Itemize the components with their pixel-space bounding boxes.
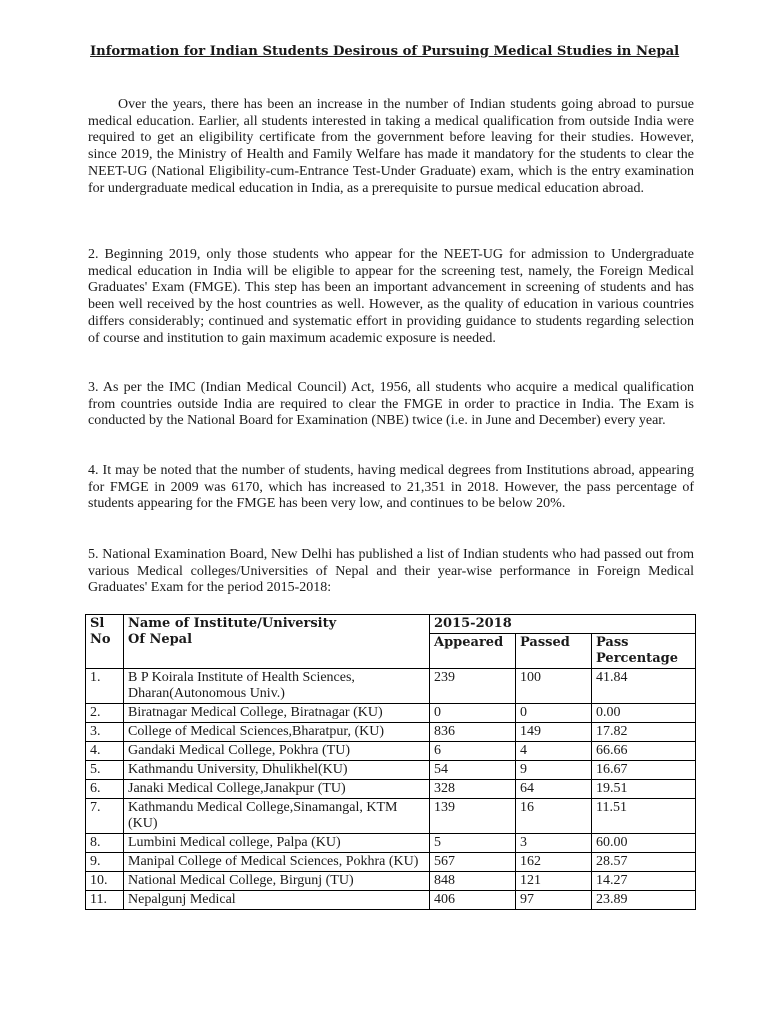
- cell-sl: 3.: [86, 723, 124, 742]
- table-row: [86, 872, 696, 891]
- fmge-results-table: [85, 614, 696, 910]
- table-row: [86, 723, 696, 742]
- cell-passed: 97: [516, 891, 592, 910]
- header-period: 2015-2018: [430, 615, 696, 634]
- paragraph-5: 5. National Examination Board, New Delhi has published a list of Indian students who had passed out from various Medical colleges/Universities of Nepal and their year-wise performance in Foreign Medical Graduates' Exam for the period 2015-2018:: [88, 547, 694, 596]
- cell-sl: 7.: [86, 799, 124, 834]
- header-sl-no: Sl No: [86, 615, 124, 669]
- table-row: [86, 669, 696, 704]
- cell-institute: Gandaki Medical College, Pokhra (TU): [124, 742, 430, 761]
- cell-pass-percentage: 41.84: [592, 669, 696, 704]
- paragraph-3: 3. As per the IMC (Indian Medical Council) Act, 1956, all students who acquire a medical qualification from countries outside India are required to clear the FMGE in order to practice in India. The Exam is conducted by the National Board for Examination (NBE) twice (i.e. in June and December) every year.: [88, 380, 694, 429]
- cell-appeared: 5: [430, 834, 516, 853]
- cell-pass-percentage: 14.27: [592, 872, 696, 891]
- cell-institute: Janaki Medical College,Janakpur (TU): [124, 780, 430, 799]
- cell-pass-percentage: 0.00: [592, 704, 696, 723]
- table-row: [86, 853, 696, 872]
- header-institute-line1: Name of Institute/University: [128, 616, 337, 631]
- cell-institute: Nepalgunj Medical: [124, 891, 430, 910]
- cell-pass-percentage: 11.51: [592, 799, 696, 834]
- cell-pass-percentage: 23.89: [592, 891, 696, 910]
- cell-passed: 100: [516, 669, 592, 704]
- cell-sl: 1.: [86, 669, 124, 704]
- cell-institute: Manipal College of Medical Sciences, Pokhra (KU): [124, 853, 430, 872]
- table-row: [86, 891, 696, 910]
- cell-appeared: 406: [430, 891, 516, 910]
- table-row: [86, 799, 696, 834]
- cell-appeared: 567: [430, 853, 516, 872]
- cell-passed: 16: [516, 799, 592, 834]
- cell-sl: 4.: [86, 742, 124, 761]
- cell-pass-percentage: 66.66: [592, 742, 696, 761]
- header-pass-percentage: Pass Percentage: [592, 634, 696, 669]
- cell-passed: 9: [516, 761, 592, 780]
- header-institute-name: [124, 615, 430, 669]
- cell-passed: 149: [516, 723, 592, 742]
- cell-pass-percentage: 19.51: [592, 780, 696, 799]
- cell-institute: Kathmandu University, Dhulikhel(KU): [124, 761, 430, 780]
- cell-sl: 2.: [86, 704, 124, 723]
- cell-appeared: 848: [430, 872, 516, 891]
- cell-pass-percentage: 17.82: [592, 723, 696, 742]
- cell-pass-percentage: 28.57: [592, 853, 696, 872]
- cell-appeared: 0: [430, 704, 516, 723]
- table-row: [86, 761, 696, 780]
- header-appeared: Appeared: [430, 634, 516, 669]
- cell-appeared: 328: [430, 780, 516, 799]
- cell-sl: 11.: [86, 891, 124, 910]
- document-title: Information for Indian Students Desirous of Pursuing Medical Studies in Nepal: [90, 44, 680, 59]
- cell-sl: 5.: [86, 761, 124, 780]
- cell-passed: 4: [516, 742, 592, 761]
- cell-appeared: 239: [430, 669, 516, 704]
- cell-passed: 3: [516, 834, 592, 853]
- cell-passed: 162: [516, 853, 592, 872]
- cell-institute: College of Medical Sciences,Bharatpur, (KU): [124, 723, 430, 742]
- header-institute-line2: Of Nepal: [128, 632, 193, 647]
- paragraph-4: 4. It may be noted that the number of students, having medical degrees from Institutions abroad, appearing for FMGE in 2009 was 6170, which has increased to 21,351 in 2018. However, the pass percentage of students appearing for the FMGE has been very low, and continues to be below 20%.: [88, 463, 694, 512]
- paragraph-2: 2. Beginning 2019, only those students who appear for the NEET-UG for admission to Undergraduate medical education in India will be eligible to appear for the screening test, namely, the Foreign Medical Graduates' Exam (FMGE). This step has been an important advancement in screening of students and has been well received by the host countries as well. However, as the quality of education in various countries differs considerably; continued and systematic effort in providing guidance to students regarding selection of course and institution to gain maximum academic exposure is needed.: [88, 247, 694, 346]
- cell-institute: Kathmandu Medical College,Sinamangal, KTM (KU): [124, 799, 430, 834]
- cell-passed: 64: [516, 780, 592, 799]
- table-row: [86, 834, 696, 853]
- cell-sl: 10.: [86, 872, 124, 891]
- cell-institute: National Medical College, Birgunj (TU): [124, 872, 430, 891]
- table-row: [86, 780, 696, 799]
- cell-passed: 0: [516, 704, 592, 723]
- cell-institute: B P Koirala Institute of Health Sciences, Dharan(Autonomous Univ.): [124, 669, 430, 704]
- table-row: [86, 742, 696, 761]
- cell-passed: 121: [516, 872, 592, 891]
- cell-pass-percentage: 16.67: [592, 761, 696, 780]
- cell-appeared: 54: [430, 761, 516, 780]
- cell-institute: Biratnagar Medical College, Biratnagar (KU): [124, 704, 430, 723]
- paragraph-intro: Over the years, there has been an increase in the number of Indian students going abroad to pursue medical education. Earlier, all students interested in taking a medical qualification from outside India were required to get an eligibility certificate from the government before leaving for their studies. However, since 2019, the Ministry of Health and Family Welfare has made it mandatory for the students to clear the NEET-UG (National Eligibility-cum-Entrance Test-Under Graduate) exam, which is the entry examination for undergraduate medical education in India, as a prerequisite to pursue medical education abroad.: [88, 97, 694, 196]
- header-passed: Passed: [516, 634, 592, 669]
- cell-institute: Lumbini Medical college, Palpa (KU): [124, 834, 430, 853]
- cell-appeared: 6: [430, 742, 516, 761]
- cell-sl: 9.: [86, 853, 124, 872]
- table-row: [86, 704, 696, 723]
- cell-pass-percentage: 60.00: [592, 834, 696, 853]
- cell-sl: 8.: [86, 834, 124, 853]
- cell-appeared: 836: [430, 723, 516, 742]
- cell-appeared: 139: [430, 799, 516, 834]
- cell-sl: 6.: [86, 780, 124, 799]
